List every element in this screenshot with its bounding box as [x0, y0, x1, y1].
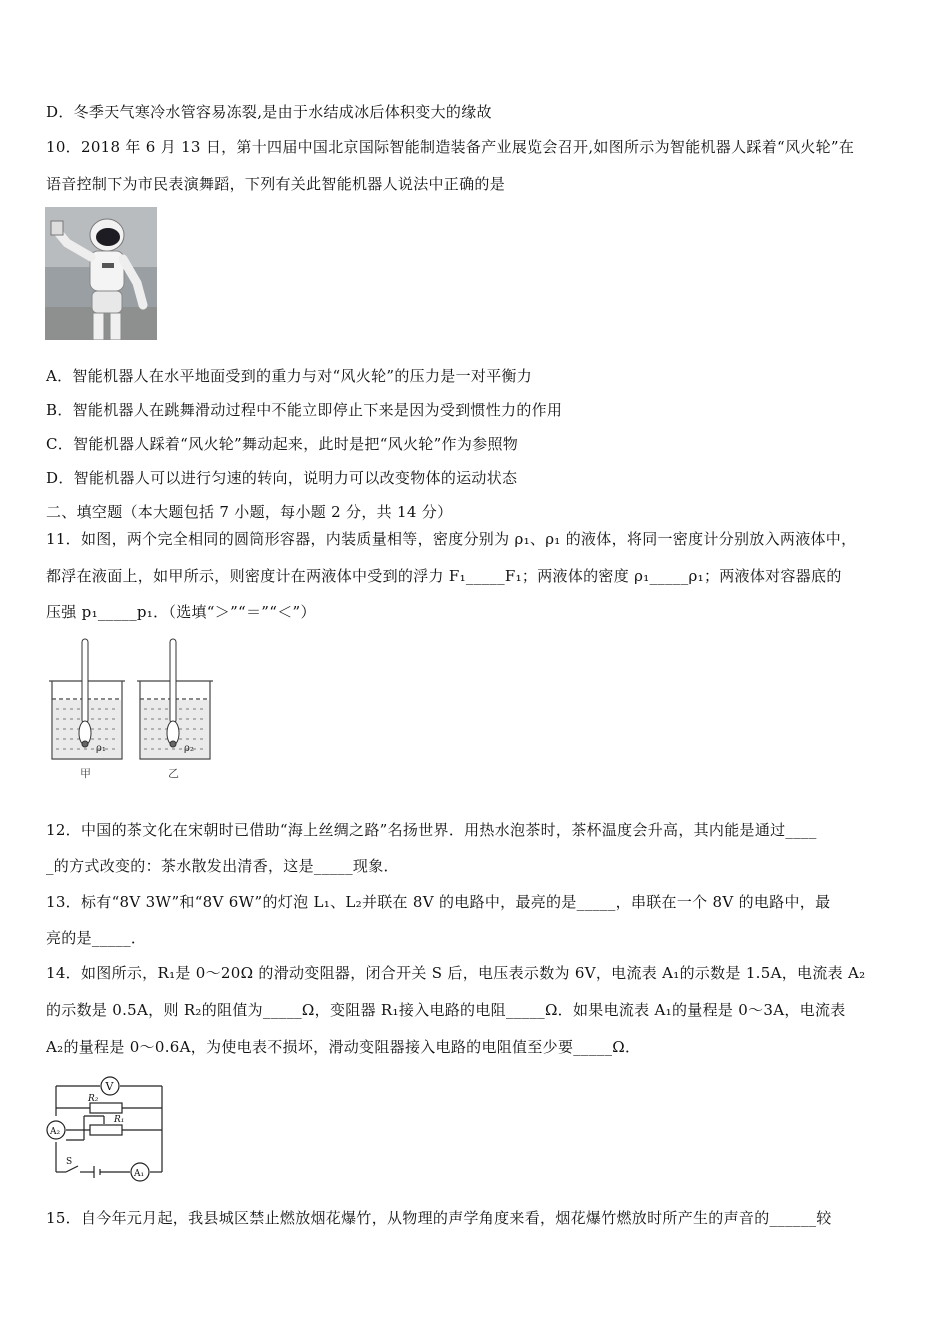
rho-left-label: ρ₁	[96, 743, 106, 754]
q10-option-a: A．智能机器人在水平地面受到的重力与对“风火轮”的压力是一对平衡力	[46, 367, 533, 385]
svg-text:R₂: R₂	[88, 1094, 99, 1104]
svg-text:A₁: A₁	[134, 1169, 145, 1179]
q10-option-d: D．智能机器人可以进行匀速的转向，说明力可以改变物体的运动状态	[46, 469, 518, 487]
hydrometer-right	[167, 639, 179, 747]
q10-stem-line2: 语音控制下为市民表演舞蹈，下列有关此智能机器人说法中正确的是	[46, 175, 506, 193]
svg-text:V: V	[105, 1080, 114, 1093]
robot-photo	[45, 207, 157, 340]
svg-text:A₂: A₂	[50, 1127, 61, 1137]
resistor-r1	[90, 1115, 124, 1135]
q13-line1: 13．标有“8V 3W”和“8V 6W”的灯泡 L₁、L₂并联在 8V 的电路中，最亮的是_____，串联在一个 8V 的电路中，最	[46, 893, 831, 911]
q10-option-b: B．智能机器人在跳舞滑动过程中不能立即停止下来是因为受到惯性力的作用	[46, 401, 563, 419]
label-jia: 甲	[80, 767, 91, 780]
svg-text:R₁: R₁	[114, 1115, 125, 1125]
ammeter-a2-symbol	[47, 1121, 65, 1139]
ammeter-a1-symbol	[131, 1163, 149, 1181]
label-yi: 乙	[168, 767, 179, 780]
hydrometer-beakers-figure	[44, 637, 216, 785]
q15-line1: 15．自今年元月起，我县城区禁止燃放烟花爆竹，从物理的声学角度来看，烟花爆竹燃放时所产生的声音的______较	[46, 1209, 832, 1227]
q14-line3: A₂的量程是 0～0.6A，为使电表不损坏，滑动变阻器接入电路的电阻值至少要_____Ω．	[46, 1038, 641, 1056]
q10-option-c: C．智能机器人踩着“风火轮”舞动起来，此时是把“风火轮”作为参照物	[46, 435, 519, 453]
circuit-diagram	[44, 1068, 174, 1190]
voltmeter-symbol	[101, 1077, 119, 1095]
q12-line2: _的方式改变的：茶水散发出清香，这是_____现象．	[46, 857, 399, 875]
q14-line1: 14．如图所示，R₁是 0～20Ω 的滑动变阻器，闭合开关 S 后，电压表示数为 6V，电流表 A₁的示数是 1.5A，电流表 A₂	[46, 964, 866, 982]
q11-line3: 压强 p₁_____p₁．（选填“＞”“＝”“＜”）	[46, 603, 316, 621]
q9-option-d: D．冬季天气寒冷水管容易冻裂,是由于水结成冰后体积变大的缘故	[46, 103, 492, 121]
section2-heading: 二、填空题（本大题包括 7 小题，每小题 2 分，共 14 分）	[46, 503, 453, 521]
q11-line1: 11．如图，两个完全相同的圆筒形容器，内装质量相等，密度分别为 ρ₁、ρ₁ 的液体，将同一密度计分别放入两液体中，	[46, 530, 857, 548]
q11-line2: 都浮在液面上，如甲所示，则密度计在两液体中受到的浮力 F₁_____F₁；两液体的密度 ρ₁_____ρ₁；两液体对容器底的	[46, 567, 842, 585]
switch-label: S	[66, 1157, 73, 1167]
resistor-r2	[87, 1094, 122, 1113]
q13-line2: 亮的是_____．	[46, 929, 147, 947]
q12-line1: 12．中国的茶文化在宋朝时已借助“海上丝绸之路”名扬世界．用热水泡茶时，茶杯温度会升高，其内能是通过____	[46, 821, 817, 839]
q10-stem-line1: 10．2018 年 6 月 13 日，第十四届中国北京国际智能制造装备产业展览会召开,如图所示为智能机器人踩着“风火轮”在	[46, 138, 855, 156]
rho-right-label: ρ₂	[184, 743, 194, 754]
hydrometer-left	[79, 639, 91, 747]
q14-line2: 的示数是 0.5A，则 R₂的阻值为_____Ω，变阻器 R₁接入电路的电阻_____Ω．如果电流表 A₁的量程是 0～3A，电流表	[46, 1001, 846, 1019]
